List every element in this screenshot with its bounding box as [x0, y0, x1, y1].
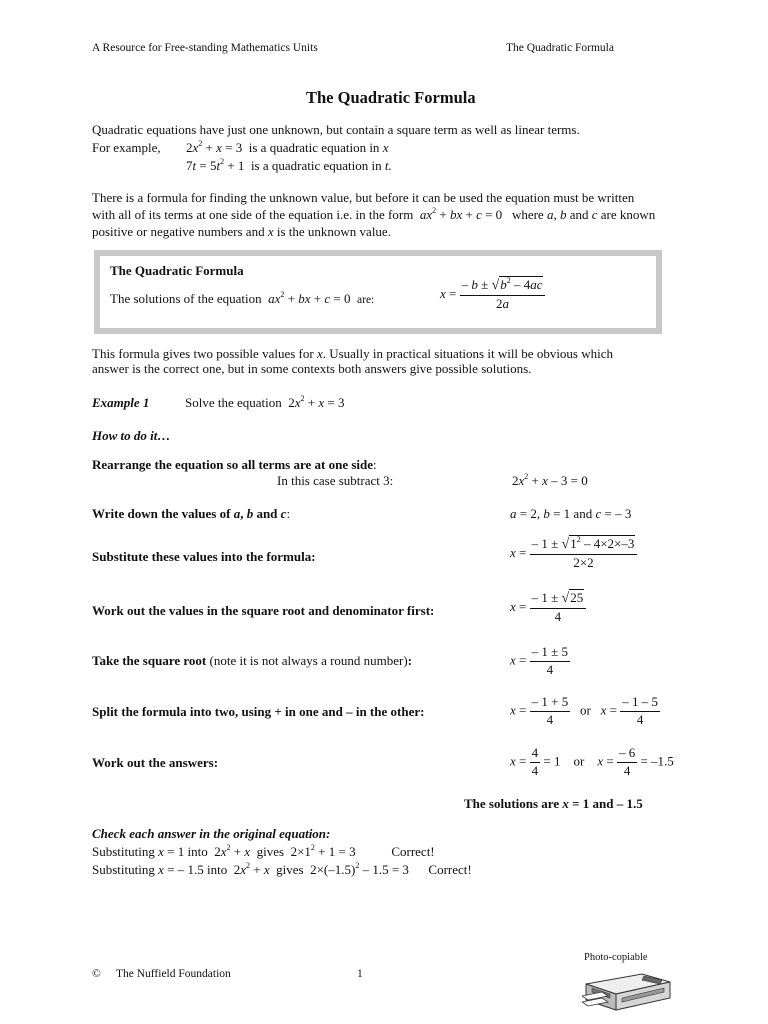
box-solutions-text: The solutions of the equation $ax^2$ + bx + c = 0 are:	[110, 290, 375, 306]
rearranged-equation: $2x^2 + x - 3 = 0$	[512, 472, 588, 488]
check-line-1: Substituting x = 1 into $2x^2 + x$ gives $2\times 1^2 + 1 = 3$ Correct!	[92, 843, 435, 859]
example-label: Example 1	[92, 395, 150, 410]
solutions-statement: The solutions are x = 1 and – 1.5	[464, 796, 643, 811]
how-to-label: How to do it…	[92, 428, 171, 443]
photocopier-icon	[582, 966, 674, 1014]
step-answers: Work out the answers:	[92, 755, 219, 770]
split-formula: x = $\frac{- 1 + 5}{4}$ or x = $\frac{- 1 - 5}{4}$	[510, 694, 658, 727]
para2-line3: positive or negative numbers and x is the unknown value.	[92, 224, 391, 239]
rooted-formula: x = $\frac{- 1 \pm 5}{4}$	[510, 644, 569, 677]
example-task: Solve the equation $2x^2 + x = 3$	[185, 394, 345, 410]
step-take-root: Take the square root (note it is not always a round number):	[92, 653, 413, 668]
quadratic-formula-box	[94, 250, 662, 334]
answers-formula: x = $\frac{4}{4}$ = 1 or x = $\frac{- 6}{4}$ = –1.5	[510, 745, 674, 778]
example-equation-1: $2x^2 + x = 3$ is a quadratic equation in x	[186, 139, 389, 155]
check-heading: Check each answer in the original equation:	[92, 826, 331, 841]
photocopiable-label: Photo-copiable	[584, 952, 648, 963]
header-left: A Resource for Free-standing Mathematics Units	[92, 42, 318, 54]
quadratic-formula: x = $\frac{- b \pm √b^2 - 4ac}{2a}$	[440, 278, 545, 312]
para2-line2: with all of its terms at one side of the equation i.e. in the form $ax^2$ + bx + c = 0 where a, b and c are known	[92, 206, 656, 222]
copyright-symbol: ©	[92, 968, 101, 980]
abc-values: a = 2, b = 1 and c = – 3	[510, 506, 632, 521]
example-equation-2: $7t = 5t^2 + 1$ is a quadratic equation in t.	[186, 157, 392, 173]
simplified-formula: x = $\frac{- 1 \pm √25}{4}$	[510, 591, 586, 625]
footer-organization: The Nuffield Foundation	[116, 968, 231, 980]
page-number: 1	[357, 968, 363, 980]
step-work-root: Work out the values in the square root and denominator first:	[92, 603, 435, 618]
step-subtract: In this case subtract 3:	[277, 473, 394, 488]
page-title: The Quadratic Formula	[306, 88, 476, 107]
check-line-2: Substituting x = – 1.5 into $2x^2 + x$ gives $2\times(-1.5)^2 - 1.5 = 3$ Correct!	[92, 861, 472, 877]
step-split: Split the formula into two, using + in one and – in the other:	[92, 704, 425, 719]
box-heading: The Quadratic Formula	[110, 263, 244, 278]
header-right: The Quadratic Formula	[506, 42, 614, 54]
step-rearrange: Rearrange the equation so all terms are at one side:	[92, 457, 377, 472]
step-substitute: Substitute these values into the formula:	[92, 549, 316, 564]
for-example-label: For example,	[92, 140, 161, 155]
substituted-formula: x = $\frac{- 1 \pm √1^2 - 4\times 2\times-3}{2\times 2}$	[510, 537, 637, 571]
para3-line1: This formula gives two possible values for x. Usually in practical situations it will be obvious which	[92, 346, 614, 361]
step-write-values: Write down the values of a, b and c:	[92, 506, 291, 521]
para3-line2: answer is the correct one, but in some contexts both answers give possible solutions.	[92, 361, 532, 376]
intro-line1: Quadratic equations have just one unknown, but contain a square term as well as linear terms.	[92, 122, 580, 137]
para2-line1: There is a formula for finding the unknown value, but before it can be used the equation must be written	[92, 190, 635, 205]
